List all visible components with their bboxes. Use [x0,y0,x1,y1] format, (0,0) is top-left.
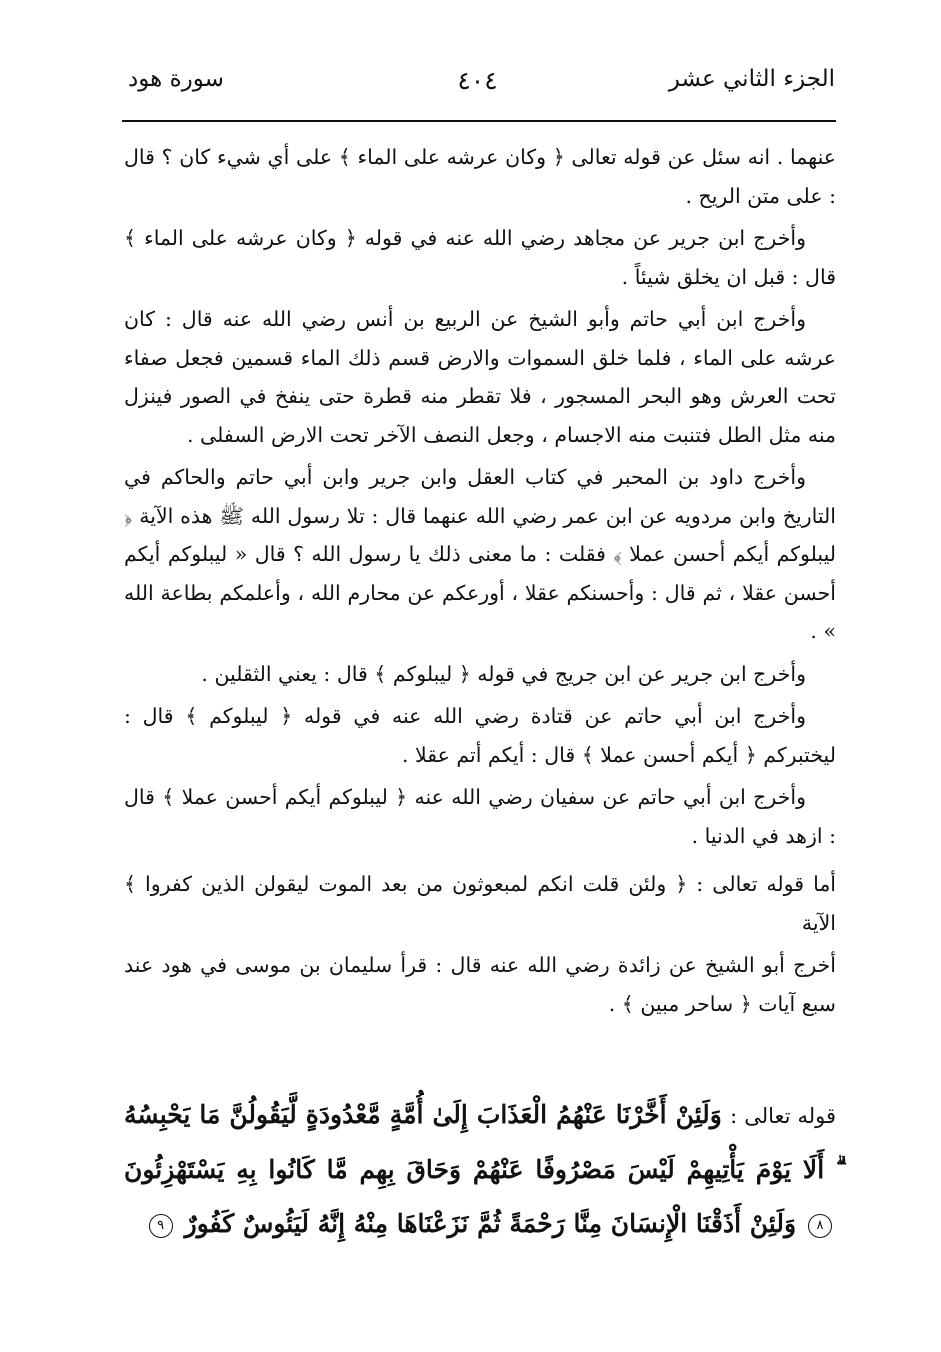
page-header [120,66,835,106]
paragraph: وأخرج ابن جرير عن مجاهد رضي الله عنه في قوله ﴿ وكان عرشه على الماء ﴾ قال : قبل ان يخلق شيئاً . [124,226,836,289]
paragraph: وأخرج ابن أبي حاتم عن قتادة رضي الله عنه في قوله ﴿ ليبلوكم ﴾ قال : ليختبركم ﴿ أيكم أحسن عملا ﴾ قال : أيكم أتم عقلا . [124,704,836,767]
paragraph: عنهما . انه سئل عن قوله تعالى ﴿ وكان عرشه على الماء ﴾ على أي شيء كان ؟ قال : على متن الريح . [124,145,836,208]
paragraph: وأخرج ابن أبي حاتم عن سفيان رضي الله عنه ﴿ ليبلوكم أيكم أحسن عملا ﴾ قال : ازهد في الدنيا . [124,785,836,848]
surah-title: سورة هود [128,66,224,92]
paragraph: وأخرج ابن أبي حاتم وأبو الشيخ عن الربيع بن أنس رضي الله عنه قال : كان عرشه على الماء ، فلما خلق السموات والارض قسم ذلك الماء قسمين فجعل صفاء تحت العرش وهو البحر المسجور ، فلا تقطر منه قطرة حتى ينفخ في الصور فينزل منه مثل الطل فتنبت منه الاجسام ، وجعل النصف الآخر تحت الارض السفلى . [124,307,837,447]
ayah-number-marker: ٩ [149,1214,173,1238]
quran-verses [124,1088,836,1251]
paragraph: وأخرج داود بن المحبر في كتاب العقل وابن جرير وابن أبي حاتم والحاكم في التاريخ وابن مردويه عن ابن عمر رضي الله عنهما قال : تلا رسول الله ﷺ هذه الآية ﴿ ليبلوكم أيكم أحسن عملا ﴾ فقلت : ما معنى ذلك يا رسول الله ؟ قال « ليبلوكم أيكم أحسن عقلا ، ثم قال : وأحسنكم عقلا ، أورعكم عن محارم الله ، وأعلمكم بطاعة الله » . [124,465,836,643]
ayah-number-marker: ٨ [808,1214,832,1238]
header-divider [122,120,836,122]
paragraph: وأخرج ابن جرير عن ابن جريج في قوله ﴿ ليبلوكم ﴾ قال : يعني الثقلين . [201,661,806,686]
commentary-text [124,138,836,1027]
verse-text: وَلَئِنْ أَخَّرْنَا عَنْهُمُ الْعَذَابَ إِلَىٰ أُمَّةٍ مَّعْدُودَةٍ لَّيَقُولُنَّ مَا يَحْبِسُهُ ۗ أَلَا يَوْمَ يَأْتِيهِمْ لَيْسَ مَصْرُوفًا عَنْهُمْ وَحَاقَ بِهِم مَّا كَانُوا بِهِ يَسْتَهْزِئُونَ [124,1100,836,1184]
paragraph: أخرج أبو الشيخ عن زائدة رضي الله عنه قال : قرأ سليمان بن موسى في هود عند سبع آيات ﴿ ساحر مبين ﴾ . [124,953,836,1016]
page-number: ٤٠٤ [457,66,498,95]
juz-title: الجزء الثاني عشر [668,66,835,92]
verse-intro: قوله تعالى : [730,1104,837,1128]
verse-text: وَلَئِنْ أَذَقْنَا الْإِنسَانَ مِنَّا رَحْمَةً ثُمَّ نَزَعْنَاهَا مِنْهُ إِنَّهُ لَيَئُوسٌ كَفُورٌ [184,1209,797,1238]
paragraph: أما قوله تعالى : ﴿ ولئن قلت انكم لمبعوثون من بعد الموت ليقولن الذين كفروا ﴾ الآية [124,872,836,935]
